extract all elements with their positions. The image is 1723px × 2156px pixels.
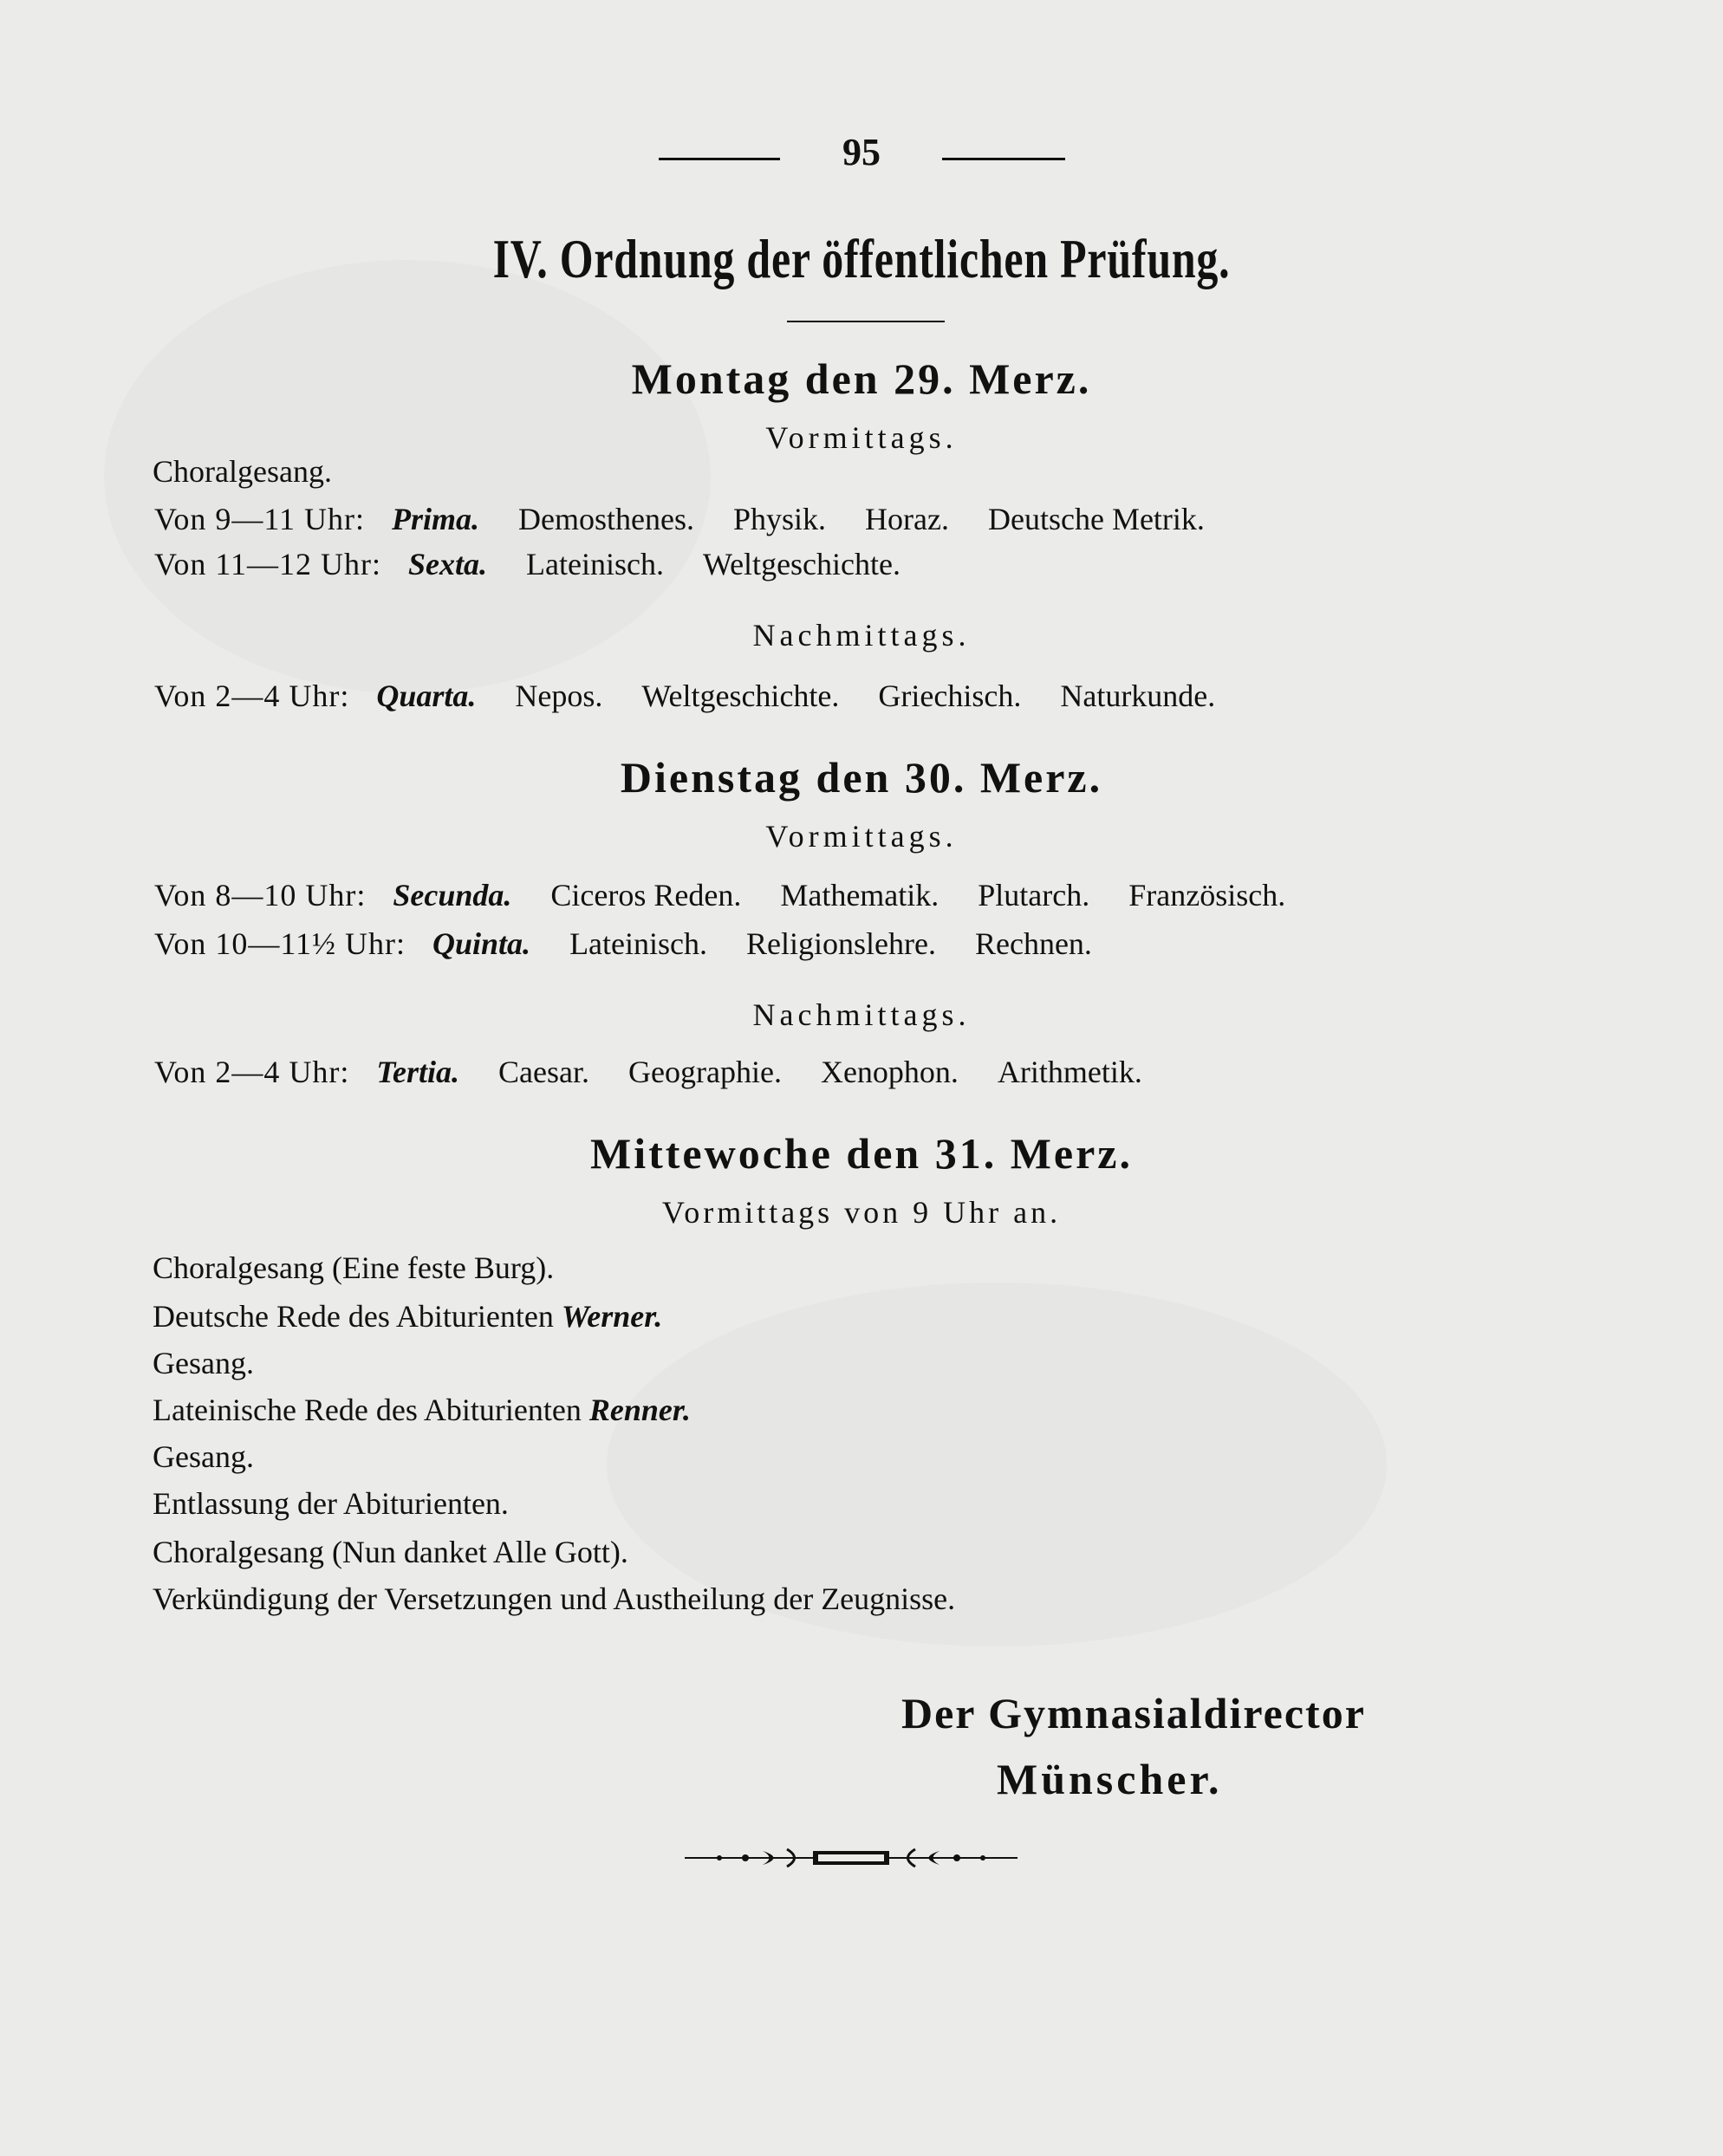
ceremony-item: Choralgesang (Eine feste Burg).	[153, 1250, 555, 1285]
class-name: Secunda.	[393, 878, 512, 912]
time-slot: Von 2—4 Uhr:	[154, 1055, 350, 1089]
ceremony-item: Entlassung der Abiturienten.	[153, 1486, 509, 1521]
ceremony-text: Lateinische Rede des Abiturienten	[153, 1393, 582, 1427]
ceremony-item: Verkündigung der Versetzungen und Austheilung der Zeugnisse.	[153, 1581, 956, 1616]
class-name: Tertia.	[376, 1055, 460, 1089]
subject: Griechisch.	[878, 679, 1022, 713]
page-title: IV. Ordnung der öffentlichen Prüfung.	[492, 228, 1231, 289]
subject: Lateinisch.	[526, 547, 664, 581]
ceremony-item	[153, 1392, 691, 1428]
session-label: Nachmittags.	[752, 618, 971, 653]
subject: Demosthenes.	[518, 502, 694, 536]
schedule-line: Choralgesang.	[153, 454, 332, 489]
subject: Lateinisch.	[569, 926, 708, 961]
schedule-line	[154, 925, 1123, 962]
subject: Weltgeschichte.	[702, 547, 901, 581]
session-label: Nachmittags.	[752, 997, 971, 1032]
subject: Horaz.	[865, 502, 949, 536]
subject: Mathematik.	[780, 878, 940, 912]
subject: Geographie.	[628, 1055, 782, 1089]
subject: Plutarch.	[978, 878, 1090, 912]
title-rule	[787, 321, 945, 322]
day-heading: Dienstag den 30. Merz.	[620, 753, 1103, 802]
session-label: Vormittags.	[765, 819, 958, 854]
time-slot: Von 8—10 Uhr:	[154, 878, 367, 912]
subject: Caesar.	[498, 1055, 590, 1089]
session-label: Vormittags.	[765, 420, 958, 455]
page-number: 95	[842, 131, 881, 173]
ceremony-item: Gesang.	[153, 1439, 254, 1474]
schedule-line	[154, 877, 1317, 913]
subject: Religionslehre.	[746, 926, 936, 961]
class-name: Prima.	[392, 502, 480, 536]
subject: Weltgeschichte.	[641, 679, 840, 713]
time-slot: Von 11—12 Uhr:	[154, 547, 382, 581]
subject: Deutsche Metrik.	[988, 502, 1205, 536]
schedule-line	[154, 546, 932, 582]
subject: Ciceros Reden.	[550, 878, 742, 912]
class-name: Quinta.	[432, 926, 531, 961]
subject: Physik.	[733, 502, 827, 536]
class-name: Sexta.	[408, 547, 488, 581]
signature-title: Der Gymnasialdirector	[901, 1689, 1366, 1737]
ceremony-item: Gesang.	[153, 1346, 254, 1380]
time-slot: Von 2—4 Uhr:	[154, 679, 350, 713]
subject: Xenophon.	[820, 1055, 959, 1089]
day-heading: Montag den 29. Merz.	[631, 354, 1092, 403]
time-slot: Von 10—11½ Uhr:	[154, 926, 406, 961]
ceremony-item: Choralgesang (Nun danket Alle Gott).	[153, 1535, 628, 1569]
subject: Arithmetik.	[997, 1055, 1142, 1089]
schedule-line	[154, 1054, 1174, 1090]
subject: Nepos.	[515, 679, 603, 713]
subject: Rechnen.	[974, 926, 1092, 961]
subject: Französisch.	[1128, 878, 1286, 912]
header-rule-right	[942, 158, 1065, 160]
student-name: Renner.	[588, 1393, 691, 1427]
schedule-line	[154, 501, 1236, 537]
session-label: Vormittags von 9 Uhr an.	[661, 1195, 1062, 1230]
schedule-line	[154, 678, 1246, 714]
subject: Naturkunde.	[1060, 679, 1216, 713]
day-heading: Mittewoche den 31. Merz.	[590, 1129, 1133, 1178]
signature-name: Münscher.	[997, 1755, 1223, 1803]
time-slot: Von 9—11 Uhr:	[154, 502, 366, 536]
class-name: Quarta.	[376, 679, 477, 713]
ceremony-text: Deutsche Rede des Abiturienten	[153, 1299, 554, 1334]
student-name: Werner.	[561, 1299, 663, 1334]
ornament-divider	[685, 1841, 1018, 1875]
ceremony-item	[153, 1298, 662, 1335]
